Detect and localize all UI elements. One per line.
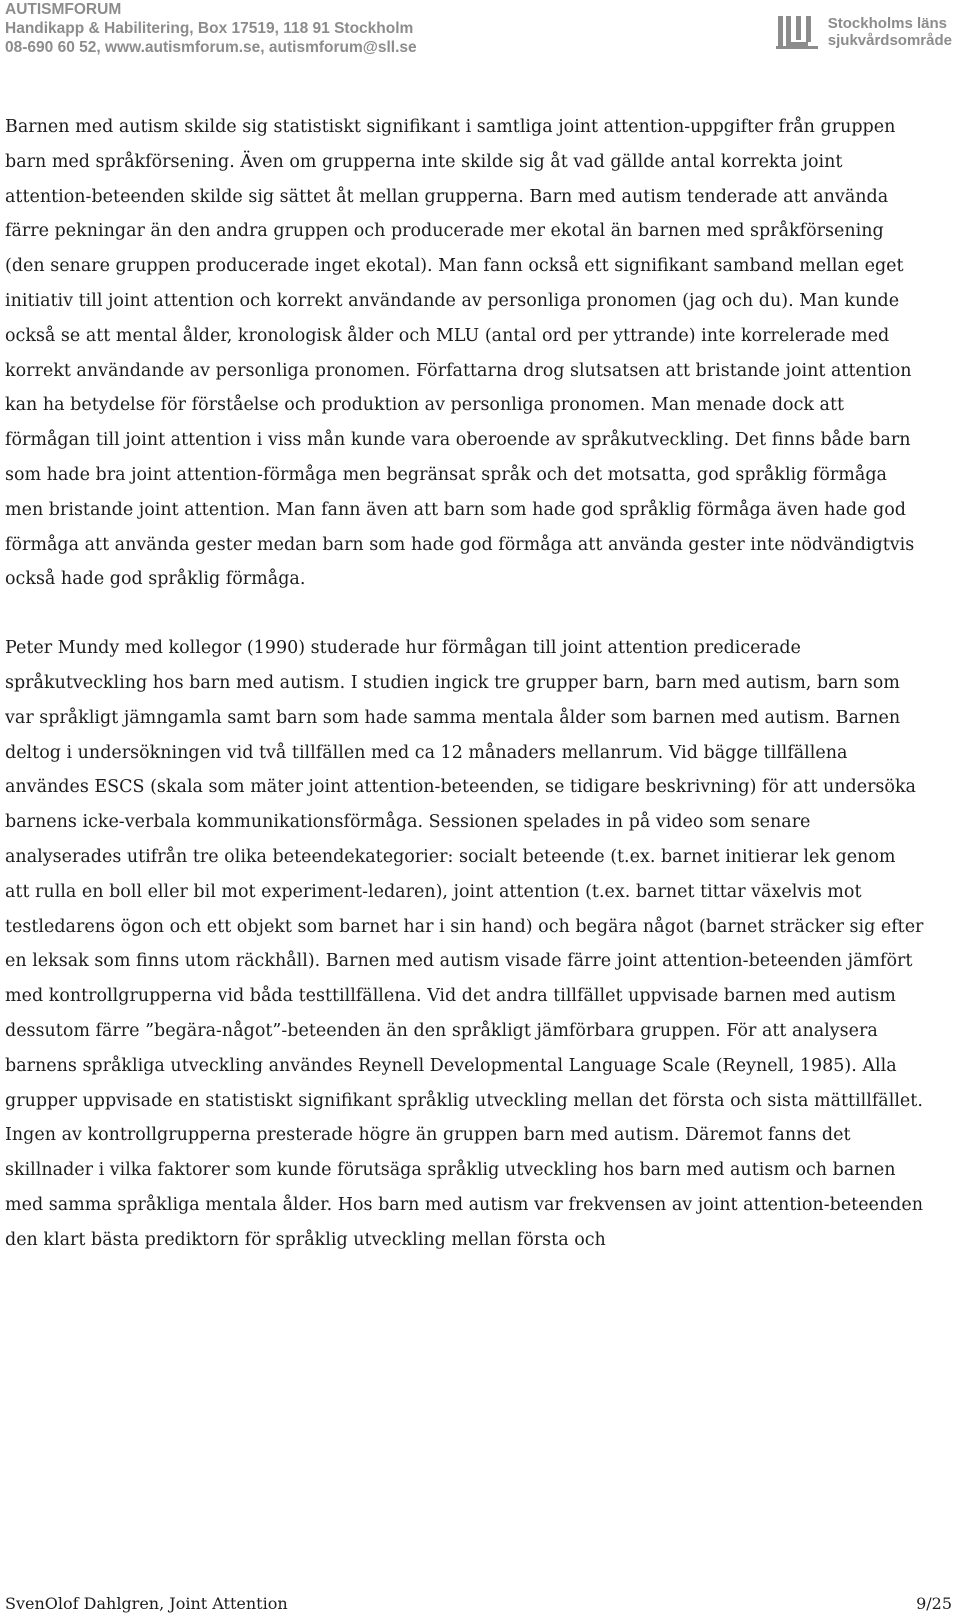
org-address: Handikapp & Habilitering, Box 17519, 118 91 Stockholm	[5, 20, 414, 37]
page-header	[0, 0, 960, 62]
logo-line-1: Stockholms läns	[827, 15, 947, 32]
page-footer	[5, 1592, 952, 1616]
sll-logo	[776, 10, 952, 54]
paragraph: Peter Mundy med kollegor (1990) studerade hur förmågan till joint attention predicerade språkutveckling hos barn med autism. I studien ingick tre grupper barn, barn med autism, barn som var språkligt jämngamla samt barn som hade samma mentala ålder som barnen med autism. Barnen deltog i undersökningen vid två tillfällen med ca 12 månaders mellanrum. Vid bägge tillfällena användes ESCS (skala som mäter joint attention-beteenden, se tidigare beskrivning) för att undersöka barnens icke-verbala kommunikationsförmåga. Sessionen spelades in på video som senare analyserades utifrån tre olika beteendekategorier: socialt beteende (t.ex. barnet initierar lek genom att rulla en boll eller bil mot experiment-ledaren), joint attention (t.ex. barnet tittar växelvis mot testledarens ögon och ett objekt som barnet har i sin hand) och begära något (barnet sträcker sig efter en leksak som finns utom räckhåll). Barnen med autism visade färre joint attention-beteenden jämfört med kontrollgrupperna vid båda testtillfällena. Vid det andra tillfället uppvisade barnen med autism dessutom färre ”begära-något”-beteenden än den språkligt jämförbara gruppen. För att analysera barnens språkliga utveckling användes Reynell Developmental Language Scale (Reynell, 1985). Alla grupper uppvisade en statistiskt signifikant språklig utveckling mellan det första och sista mättillfället. Ingen av kontrollgrupperna presterade högre än gruppen barn med autism. Däremot fanns det skillnader i vilka faktorer som kunde förutsäga språklig utveckling hos barn med autism och barnen med samma språkliga mentala ålder. Hos barn med autism var frekvensen av joint attention-beteenden den klart bästa prediktorn för språklig utveckling mellan första och	[5, 638, 924, 1250]
paragraph: Barnen med autism skilde sig statistiskt signifikant i samtliga joint attention-uppgifter från gruppen barn med språkförsening. Även om grupperna inte skilde sig åt vad gällde antal korrekta joint attention-beteenden skilde sig sättet åt mellan grupperna. Barn med autism tenderade att använda färre pekningar än den andra gruppen och producerade mer ekotal än barnen med språkförsening (den senare gruppen producerade inget ekotal). Man fann också ett signifikant samband mellan eget initiativ till joint attention och korrekt användande av personliga pronomen (jag och du). Man kunde också se att mental ålder, kronologisk ålder och MLU (antal ord per yttrande) inte korrelerade med korrekt användande av personliga pronomen. Författarna drog slutsatsen att bristande joint attention kan ha betydelse för förståelse och produktion av personliga pronomen. Man menade dock att förmågan till joint attention i viss mån kunde vara oberoende av språkutveckling. Det finns både barn som hade bra joint attention-förmåga men begränsat språk och det motsatta, god språklig förmåga men bristande joint attention. Man fann även att barn som hade god språklig förmåga även hade god förmåga att använda gester medan barn som hade god förmåga att använda gester inte nödvändigtvis också hade god språklig förmåga.	[5, 117, 915, 590]
document-body	[5, 110, 925, 1258]
sll-logo-icon	[776, 14, 820, 50]
org-name: AUTISMFORUM	[5, 1, 122, 18]
logo-line-2: sjukvårdsområde	[827, 32, 952, 49]
footer-author-title: SvenOlof Dahlgren, Joint Attention	[5, 1594, 288, 1613]
page-number: 9/25	[916, 1594, 952, 1613]
org-contact: 08-690 60 52, www.autismforum.se, autismforum@sll.se	[5, 39, 417, 56]
org-info	[5, 0, 417, 57]
logo-text	[828, 15, 952, 49]
